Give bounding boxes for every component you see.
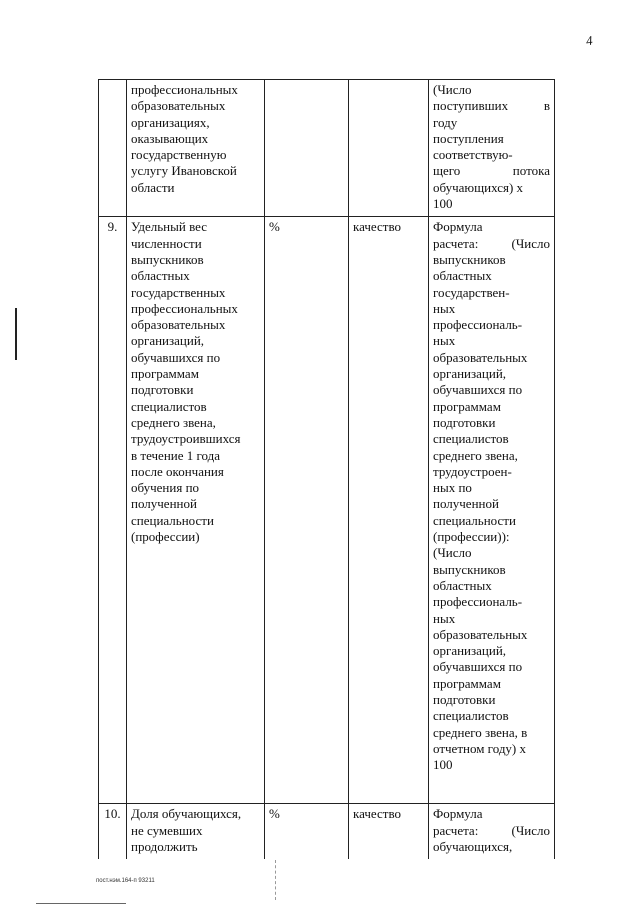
scan-artifact-line [275, 860, 277, 900]
text-line: среднего звена, [433, 447, 518, 463]
text-line: специалистов [433, 431, 509, 447]
text-line: (Число [433, 82, 472, 97]
text-line: ных [433, 300, 456, 316]
text-line: численности [131, 235, 202, 251]
text-line: расчета: (Число [433, 822, 550, 838]
unit-of-measure: % [265, 217, 349, 804]
text-line: поступивших в [433, 98, 550, 114]
text-line: областных [433, 268, 492, 284]
text-line: выпускников [433, 561, 506, 577]
text-line: образовательных [433, 626, 528, 642]
margin-mark [15, 308, 17, 360]
text-line: специальности [433, 512, 516, 528]
text-line: выпускников [131, 251, 204, 267]
text-line: среднего звена, [131, 414, 216, 430]
text-line: оказывающих [131, 130, 209, 146]
text-line: Доля обучающихся, [131, 806, 242, 822]
calculation-formula [429, 80, 555, 217]
text-line: не сумевших [131, 822, 203, 838]
indicator-name [127, 80, 265, 217]
text-line: услугу Ивановской [131, 163, 237, 179]
text-line: подготовки [433, 414, 496, 430]
text-line: образовательных [131, 98, 226, 114]
text-line: профессиональ- [433, 317, 523, 333]
indicator-name [127, 217, 265, 804]
text-line: государственную [131, 147, 227, 163]
indicators-table [98, 79, 555, 859]
text-line: расчета: (Число [433, 235, 550, 251]
text-line: Удельный вес [131, 219, 208, 235]
text-line: областных [433, 577, 492, 593]
table-row [99, 804, 555, 859]
text-line: в течение 1 года [131, 447, 221, 463]
text-line: (профессии)): [433, 529, 510, 545]
text-line: продолжить [131, 838, 198, 854]
row-number: 10. [99, 804, 127, 859]
text-line: обучения по [131, 480, 200, 496]
text-line: профессиональных [131, 300, 238, 316]
indicator-type [349, 80, 429, 217]
text-line: государственных [131, 284, 226, 300]
table-row [99, 217, 555, 804]
calculation-formula [429, 217, 555, 804]
text-line: поступления [433, 130, 504, 146]
text-line: организаций, [433, 643, 507, 659]
text-line: специалистов [131, 398, 207, 414]
text-line: отчетном году) х [433, 740, 527, 756]
text-line: 100 [433, 757, 453, 773]
footer-rule [36, 903, 126, 904]
text-line: ных по [433, 480, 472, 496]
page-number: 4 [584, 32, 594, 49]
text-line: (Число [433, 545, 472, 561]
text-line: организациях, [131, 114, 210, 130]
text-line: 100 [433, 196, 453, 212]
text-line: специалистов [433, 708, 509, 724]
text-line: трудоустроившихся [131, 431, 241, 447]
footer-code: пост.нэм.164-п 93211 [96, 878, 155, 884]
text-line: полученной [433, 496, 499, 512]
text-line: организаций, [433, 366, 507, 382]
text-line: подготовки [131, 382, 194, 398]
text-line: организаций, [131, 333, 205, 349]
text-line: Формула [433, 806, 483, 822]
text-line: областных [131, 268, 190, 284]
text-line: обучающихся) х [433, 179, 524, 195]
text-line: соответствую- [433, 147, 513, 163]
text-line: году [433, 114, 458, 130]
text-line: образовательных [433, 349, 528, 365]
unit-of-measure [265, 80, 349, 217]
text-line: профессиональ- [433, 594, 523, 610]
indicator-type: качество [349, 804, 429, 859]
text-line: обучавшихся по [131, 349, 221, 365]
text-line: области [131, 179, 175, 195]
text-line: Формула [433, 219, 483, 235]
text-line: выпускников [433, 251, 506, 267]
text-line: среднего звена, в [433, 724, 528, 740]
row-number [99, 80, 127, 217]
text-line: обучавшихся по [433, 659, 523, 675]
text-line: ных [433, 333, 456, 349]
text-line: обучавшихся по [433, 382, 523, 398]
text-line: обучающихся, [433, 838, 513, 854]
text-line: полученной [131, 496, 197, 512]
text-line: образовательных [131, 317, 226, 333]
text-line: профессиональных [131, 82, 238, 97]
unit-of-measure: % [265, 804, 349, 859]
table-row [99, 80, 555, 217]
indicator-type: качество [349, 217, 429, 804]
calculation-formula [429, 804, 555, 859]
text-line: (профессии) [131, 529, 200, 545]
text-line: программам [433, 675, 501, 691]
text-line: программам [131, 366, 199, 382]
text-line: программам [433, 398, 501, 414]
text-line: после окончания [131, 463, 224, 479]
text-line: специальности [131, 512, 214, 528]
text-line: трудоустроен- [433, 463, 512, 479]
text-line: подготовки [433, 691, 496, 707]
text-line: щего потока [433, 163, 550, 179]
indicator-name [127, 804, 265, 859]
text-line: ных [433, 610, 456, 626]
text-line: государствен- [433, 284, 510, 300]
row-number: 9. [99, 217, 127, 804]
